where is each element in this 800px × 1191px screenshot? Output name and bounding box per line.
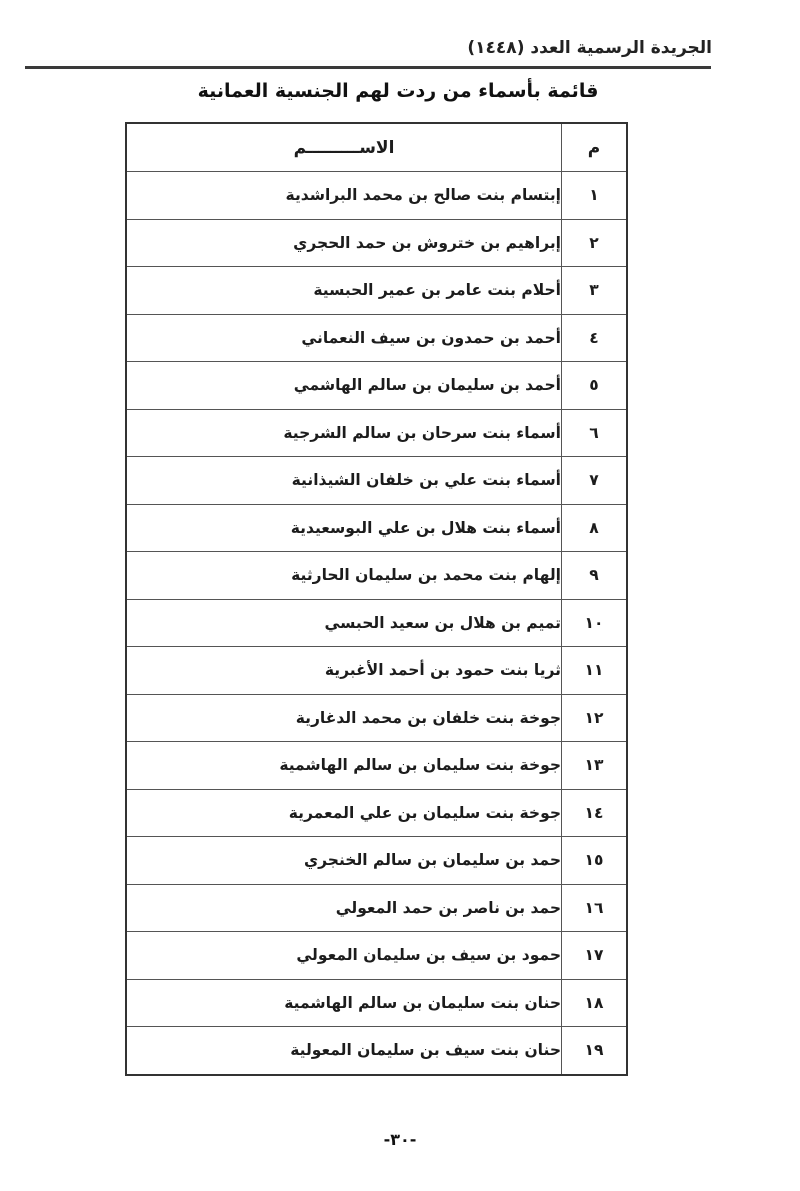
running-header-title: الجريدة الرسمية العدد (١٤٤٨) <box>467 38 712 58</box>
person-name: تميم بن هلال بن سعيد الحبسي <box>126 599 562 647</box>
row-number: ١٣ <box>562 742 628 790</box>
table-row <box>126 1027 627 1075</box>
person-name: أحلام بنت عامر بن عمير الحبسية <box>126 267 562 315</box>
person-name: إبتسام بنت صالح بن محمد البراشدية <box>126 172 562 220</box>
person-name: أحمد بن سليمان بن سالم الهاشمي <box>126 362 562 410</box>
table-row <box>126 742 627 790</box>
table-row <box>126 599 627 647</box>
row-number: ١٠ <box>562 599 628 647</box>
names-table-body <box>126 172 627 1075</box>
table-row <box>126 362 627 410</box>
person-name: حمد بن ناصر بن حمد المعولي <box>126 884 562 932</box>
table-row <box>126 457 627 505</box>
table-row <box>126 789 627 837</box>
person-name: إلهام بنت محمد بن سليمان الحارثية <box>126 552 562 600</box>
names-table <box>125 122 628 1076</box>
table-row <box>126 694 627 742</box>
table-row <box>126 267 627 315</box>
row-number: ٩ <box>562 552 628 600</box>
column-header-number: م <box>562 123 628 172</box>
row-number: ٦ <box>562 409 628 457</box>
document-title-text: قائمة بأسماء من ردت لهم الجنسية العمانية <box>197 80 599 102</box>
table-row <box>126 647 627 695</box>
table-row <box>126 979 627 1027</box>
row-number: ١٤ <box>562 789 628 837</box>
person-name: حنان بنت سليمان بن سالم الهاشمية <box>126 979 562 1027</box>
document-title <box>0 80 800 102</box>
column-header-name: الاســـــــــم <box>126 123 562 172</box>
page-number: -٣٠- <box>383 1130 417 1149</box>
table-row <box>126 409 627 457</box>
table-row <box>126 884 627 932</box>
person-name: جوخة بنت خلفان بن محمد الدغارية <box>126 694 562 742</box>
person-name: حنان بنت سيف بن سليمان المعولية <box>126 1027 562 1075</box>
person-name: حمد بن سليمان بن سالم الخنجري <box>126 837 562 885</box>
table-row <box>126 219 627 267</box>
table-row <box>126 172 627 220</box>
row-number: ١٧ <box>562 932 628 980</box>
row-number: ٤ <box>562 314 628 362</box>
row-number: ٢ <box>562 219 628 267</box>
table-row <box>126 314 627 362</box>
person-name: أسماء بنت سرحان بن سالم الشرجية <box>126 409 562 457</box>
row-number: ١٥ <box>562 837 628 885</box>
person-name: أسماء بنت علي بن خلفان الشيذانية <box>126 457 562 505</box>
header-rule-divider <box>25 66 711 69</box>
person-name: جوخة بنت سليمان بن علي المعمرية <box>126 789 562 837</box>
row-number: ١٩ <box>562 1027 628 1075</box>
person-name: جوخة بنت سليمان بن سالم الهاشمية <box>126 742 562 790</box>
row-number: ١٨ <box>562 979 628 1027</box>
row-number: ١ <box>562 172 628 220</box>
table-row <box>126 932 627 980</box>
row-number: ٨ <box>562 504 628 552</box>
table-row <box>126 552 627 600</box>
row-number: ٣ <box>562 267 628 315</box>
person-name: حمود بن سيف بن سليمان المعولي <box>126 932 562 980</box>
person-name: إبراهيم بن ختروش بن حمد الحجري <box>126 219 562 267</box>
row-number: ٥ <box>562 362 628 410</box>
table-row <box>126 504 627 552</box>
table-row <box>126 837 627 885</box>
row-number: ٧ <box>562 457 628 505</box>
person-name: ثريا بنت حمود بن أحمد الأغبرية <box>126 647 562 695</box>
table-header-row <box>126 123 627 172</box>
person-name: أسماء بنت هلال بن علي البوسعيدية <box>126 504 562 552</box>
row-number: ١٢ <box>562 694 628 742</box>
row-number: ١٦ <box>562 884 628 932</box>
row-number: ١١ <box>562 647 628 695</box>
person-name: أحمد بن حمدون بن سيف النعماني <box>126 314 562 362</box>
